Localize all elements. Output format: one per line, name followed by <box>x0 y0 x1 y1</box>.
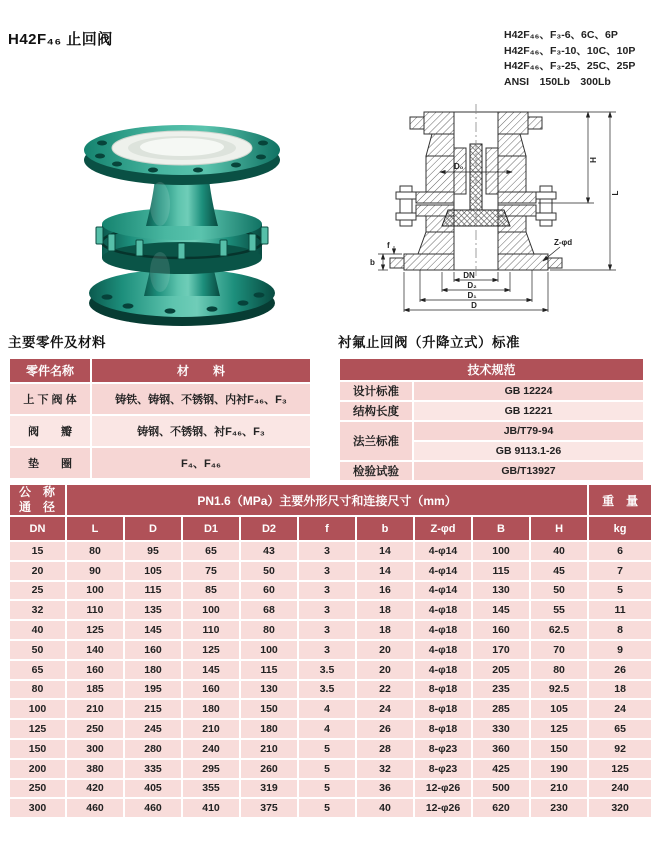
dim-corner-line1: 公 称 <box>19 485 56 499</box>
dim-cell: 130 <box>241 681 297 699</box>
dim-cell: 380 <box>67 760 123 778</box>
dim-cell: 3 <box>299 582 355 600</box>
dim-cell: 180 <box>183 700 239 718</box>
dim-cell: 240 <box>589 780 651 798</box>
dim-cell: 180 <box>241 720 297 738</box>
standard-value: JB/T79-94 <box>414 422 643 440</box>
dim-cell: 80 <box>10 681 65 699</box>
standards-row <box>340 402 643 420</box>
dim-cell: 100 <box>67 582 123 600</box>
dim-cell: 420 <box>67 780 123 798</box>
dim-cell: 125 <box>589 760 651 778</box>
dim-row <box>10 740 651 758</box>
dim-cell: 405 <box>125 780 181 798</box>
dim-col-header: b <box>357 517 413 540</box>
dim-cell: 125 <box>531 720 587 738</box>
dim-row <box>10 661 651 679</box>
label-f: f <box>387 241 390 250</box>
dim-cell: 75 <box>183 562 239 580</box>
dim-cell: 125 <box>183 641 239 659</box>
standard-label: 法兰标准 <box>340 422 412 460</box>
dim-cell: 65 <box>10 661 65 679</box>
dim-col-header: L <box>67 517 123 540</box>
dim-cell: 330 <box>473 720 529 738</box>
dim-cell: 160 <box>125 641 181 659</box>
parts-row <box>10 448 310 478</box>
dim-cell: 26 <box>589 661 651 679</box>
dim-cell: 115 <box>241 661 297 679</box>
dim-cell: 190 <box>531 760 587 778</box>
dim-cell: 60 <box>241 582 297 600</box>
dim-cell: 28 <box>357 740 413 758</box>
dim-cell: 145 <box>183 661 239 679</box>
dim-col-header: DN <box>10 517 65 540</box>
dim-cell: 145 <box>125 621 181 639</box>
dim-cell: 4-φ18 <box>415 641 471 659</box>
standard-label: 检验试验 <box>340 462 412 480</box>
dim-cell: 3 <box>299 542 355 560</box>
highlight <box>150 252 170 292</box>
dim-cell: 210 <box>67 700 123 718</box>
dim-cell: 4-φ14 <box>415 582 471 600</box>
dim-row <box>10 582 651 600</box>
dim-cell: 295 <box>183 760 239 778</box>
dim-row <box>10 760 651 778</box>
dim-corner-line2: 通 径 <box>19 500 56 514</box>
dim-cell: 95 <box>125 542 181 560</box>
dim-cell: 4 <box>299 720 355 738</box>
parts-table-body <box>10 384 310 478</box>
dim-cell: 12-φ26 <box>415 780 471 798</box>
dim-row <box>10 681 651 699</box>
dim-cell: 80 <box>531 661 587 679</box>
dim-table-title: PN1.6（MPa）主要外形尺寸和连接尺寸（mm） <box>67 485 587 515</box>
dim-cell: 20 <box>357 641 413 659</box>
dim-cell: 460 <box>125 799 181 817</box>
dim-cell: 5 <box>299 740 355 758</box>
model-line: H42F₄₆、F₃-6、6C、6P <box>504 29 618 41</box>
dim-cell: 280 <box>125 740 181 758</box>
standard-value: GB 12224 <box>414 382 643 400</box>
dim-cell: 12-φ26 <box>415 799 471 817</box>
standards-row <box>340 422 643 440</box>
dim-cell: 24 <box>589 700 651 718</box>
parts-col-name-header: 零件名称 <box>10 359 90 382</box>
dim-cell: 140 <box>67 641 123 659</box>
dim-cell: 245 <box>125 720 181 738</box>
dim-cell: 105 <box>125 562 181 580</box>
dim-cell: 32 <box>10 601 65 619</box>
label-z-phi-d: Z-φd <box>554 238 573 247</box>
dim-cell: 260 <box>241 760 297 778</box>
dim-cell: 460 <box>67 799 123 817</box>
dim-cell: 24 <box>357 700 413 718</box>
dim-cell: 8-φ18 <box>415 681 471 699</box>
dim-col-header: kg <box>589 517 651 540</box>
dim-cell: 160 <box>183 681 239 699</box>
dim-cell: 215 <box>125 700 181 718</box>
dim-row <box>10 799 651 817</box>
dim-cell: 15 <box>10 542 65 560</box>
dim-cell: 360 <box>473 740 529 758</box>
model-line: H42F₄₆、F₃-10、10C、10P <box>504 44 636 57</box>
dim-cell: 185 <box>67 681 123 699</box>
dim-cell: 3.5 <box>299 681 355 699</box>
standard-value: GB 9113.1-26 <box>414 442 643 460</box>
dim-cell: 180 <box>125 661 181 679</box>
standard-label: 设计标准 <box>340 382 412 400</box>
dim-cell: 80 <box>241 621 297 639</box>
label-l: L <box>611 190 620 196</box>
parts-col-material-header: 材 料 <box>92 359 310 382</box>
dim-cell: 4-φ14 <box>415 542 471 560</box>
dim-cell: 410 <box>183 799 239 817</box>
dim-cell: 620 <box>473 799 529 817</box>
dim-cell: 3.5 <box>299 661 355 679</box>
dim-cell: 150 <box>531 740 587 758</box>
dim-cell: 300 <box>67 740 123 758</box>
dim-cell: 14 <box>357 562 413 580</box>
dim-cell: 5 <box>299 780 355 798</box>
dim-row <box>10 720 651 738</box>
dim-cell: 43 <box>241 542 297 560</box>
dim-cell: 8 <box>589 621 651 639</box>
dim-cell: 210 <box>531 780 587 798</box>
dim-cell: 150 <box>10 740 65 758</box>
parts-section <box>8 331 312 480</box>
dim-cell: 32 <box>357 760 413 778</box>
dim-cell: 6 <box>589 542 651 560</box>
dim-cell: 425 <box>473 760 529 778</box>
parts-section-title: 主要零件及材料 <box>8 335 106 350</box>
dim-cell: 40 <box>10 621 65 639</box>
dim-column-header-row <box>10 517 651 540</box>
dimensions-table <box>8 483 651 819</box>
dim-col-header: B <box>473 517 529 540</box>
dim-col-header: f <box>299 517 355 540</box>
dim-cell: 92 <box>589 740 651 758</box>
dim-cell: 145 <box>473 601 529 619</box>
dim-cell: 160 <box>67 661 123 679</box>
dim-cell: 320 <box>589 799 651 817</box>
dim-cell: 110 <box>67 601 123 619</box>
dim-cell: 125 <box>10 720 65 738</box>
dim-cell: 9 <box>589 641 651 659</box>
standards-section-title: 衬氟止回阀（升降立式）标准 <box>338 335 520 350</box>
dim-cell: 65 <box>183 542 239 560</box>
dim-cell: 250 <box>67 720 123 738</box>
parts-row <box>10 384 310 414</box>
dim-cell: 355 <box>183 780 239 798</box>
dim-cell: 4-φ18 <box>415 661 471 679</box>
dim-cell: 8-φ18 <box>415 720 471 738</box>
part-material: F₄、F₄₆ <box>92 448 310 478</box>
dim-row <box>10 641 651 659</box>
standards-table-body <box>340 382 643 480</box>
label-d2: D₂ <box>467 281 477 290</box>
dim-cell: 25 <box>10 582 65 600</box>
dim-col-header: H <box>531 517 587 540</box>
dim-cell: 170 <box>473 641 529 659</box>
dim-cell: 92.5 <box>531 681 587 699</box>
dim-cell: 5 <box>589 582 651 600</box>
dim-cell: 375 <box>241 799 297 817</box>
part-name: 阀 瓣 <box>10 416 90 446</box>
dim-cell: 65 <box>589 720 651 738</box>
dim-row <box>10 700 651 718</box>
dim-cell: 200 <box>10 760 65 778</box>
part-material: 铸钢、不锈钢、衬F₄₆、F₃ <box>92 416 310 446</box>
parts-table <box>8 357 312 480</box>
dim-cell: 4-φ14 <box>415 562 471 580</box>
dim-col-header: Z-φd <box>415 517 471 540</box>
dim-row <box>10 542 651 560</box>
dim-cell: 100 <box>473 542 529 560</box>
dim-cell: 105 <box>531 700 587 718</box>
dim-cell: 115 <box>473 562 529 580</box>
dim-cell: 20 <box>357 661 413 679</box>
dim-cell: 230 <box>531 799 587 817</box>
dim-cell: 40 <box>531 542 587 560</box>
dim-cell: 205 <box>473 661 529 679</box>
dim-row <box>10 621 651 639</box>
dim-cell: 285 <box>473 700 529 718</box>
dim-cell: 90 <box>67 562 123 580</box>
dim-cell: 18 <box>357 601 413 619</box>
dim-cell: 5 <box>299 799 355 817</box>
label-b: b <box>370 258 375 267</box>
part-material: 铸铁、铸钢、不锈钢、内衬F₄₆、F₃ <box>92 384 310 414</box>
dim-cell: 50 <box>10 641 65 659</box>
dim-table-body <box>10 542 651 817</box>
dim-cell: 115 <box>125 582 181 600</box>
dim-col-header: D <box>125 517 181 540</box>
dim-cell: 3 <box>299 562 355 580</box>
dim-cell: 62.5 <box>531 621 587 639</box>
label-dn: DN <box>463 271 475 280</box>
dim-row <box>10 601 651 619</box>
dim-cell: 55 <box>531 601 587 619</box>
standard-value: GB 12221 <box>414 402 643 420</box>
dim-cell: 45 <box>531 562 587 580</box>
dim-cell: 135 <box>125 601 181 619</box>
dim-cell: 20 <box>10 562 65 580</box>
dim-cell: 110 <box>183 621 239 639</box>
dim-cell: 130 <box>473 582 529 600</box>
dim-cell: 3 <box>299 621 355 639</box>
dim-cell: 11 <box>589 601 651 619</box>
dim-cell: 319 <box>241 780 297 798</box>
model-line: ANSI 150Lb 300Lb <box>504 75 611 88</box>
dim-cell: 240 <box>183 740 239 758</box>
dim-cell: 36 <box>357 780 413 798</box>
dim-cell: 7 <box>589 562 651 580</box>
standards-row <box>340 382 643 400</box>
dim-cell: 18 <box>357 621 413 639</box>
dim-cell: 4-φ18 <box>415 601 471 619</box>
dim-cell: 3 <box>299 601 355 619</box>
standards-table <box>338 357 645 482</box>
dim-cell: 18 <box>589 681 651 699</box>
dim-cell: 68 <box>241 601 297 619</box>
model-list <box>504 28 635 90</box>
dim-cell: 100 <box>10 700 65 718</box>
dim-cell: 235 <box>473 681 529 699</box>
dim-cell: 5 <box>299 760 355 778</box>
page-title: H42F₄₆ 止回阀 <box>8 31 113 48</box>
valve-drawing <box>358 98 646 316</box>
dim-cell: 100 <box>183 601 239 619</box>
dim-cell: 4 <box>299 700 355 718</box>
parts-row <box>10 416 310 446</box>
dim-cell: 335 <box>125 760 181 778</box>
dim-cell: 14 <box>357 542 413 560</box>
dim-cell: 210 <box>241 740 297 758</box>
valve-photo <box>40 96 328 334</box>
ptfe-liner-bore <box>140 138 224 156</box>
part-name: 上 下 阀 体 <box>10 384 90 414</box>
dim-weight-header: 重 量 <box>589 485 651 515</box>
part-name: 垫 圈 <box>10 448 90 478</box>
dim-row <box>10 562 651 580</box>
standards-section <box>338 331 645 482</box>
dim-cell: 8-φ23 <box>415 740 471 758</box>
dim-cell: 50 <box>531 582 587 600</box>
standard-value: GB/T13927 <box>414 462 643 480</box>
dim-cell: 3 <box>299 641 355 659</box>
dim-cell: 80 <box>67 542 123 560</box>
dim-cell: 100 <box>241 641 297 659</box>
dim-cell: 8-φ23 <box>415 760 471 778</box>
dim-corner-header <box>10 485 65 515</box>
dim-cell: 500 <box>473 780 529 798</box>
dim-cell: 150 <box>241 700 297 718</box>
dim-cell: 26 <box>357 720 413 738</box>
dim-cell: 300 <box>10 799 65 817</box>
dim-row <box>10 780 651 798</box>
dim-cell: 250 <box>10 780 65 798</box>
label-d: D <box>471 301 477 310</box>
dim-cell: 160 <box>473 621 529 639</box>
dim-cell: 4-φ18 <box>415 621 471 639</box>
dim-cell: 70 <box>531 641 587 659</box>
highlight <box>150 182 170 226</box>
dim-cell: 16 <box>357 582 413 600</box>
standards-header: 技术规范 <box>340 359 643 380</box>
dim-cell: 40 <box>357 799 413 817</box>
standard-label: 结构长度 <box>340 402 412 420</box>
label-d1: D₁ <box>467 291 477 300</box>
label-d0: D₀ <box>454 162 464 171</box>
dim-col-header: D2 <box>241 517 297 540</box>
standards-row <box>340 462 643 480</box>
dim-col-header: D1 <box>183 517 239 540</box>
dim-cell: 195 <box>125 681 181 699</box>
label-h: H <box>589 157 598 163</box>
dim-cell: 210 <box>183 720 239 738</box>
dim-cell: 85 <box>183 582 239 600</box>
model-line: H42F₄₆、F₃-25、25C、25P <box>504 60 636 72</box>
dim-cell: 125 <box>67 621 123 639</box>
dim-cell: 8-φ18 <box>415 700 471 718</box>
dim-cell: 50 <box>241 562 297 580</box>
dim-cell: 22 <box>357 681 413 699</box>
